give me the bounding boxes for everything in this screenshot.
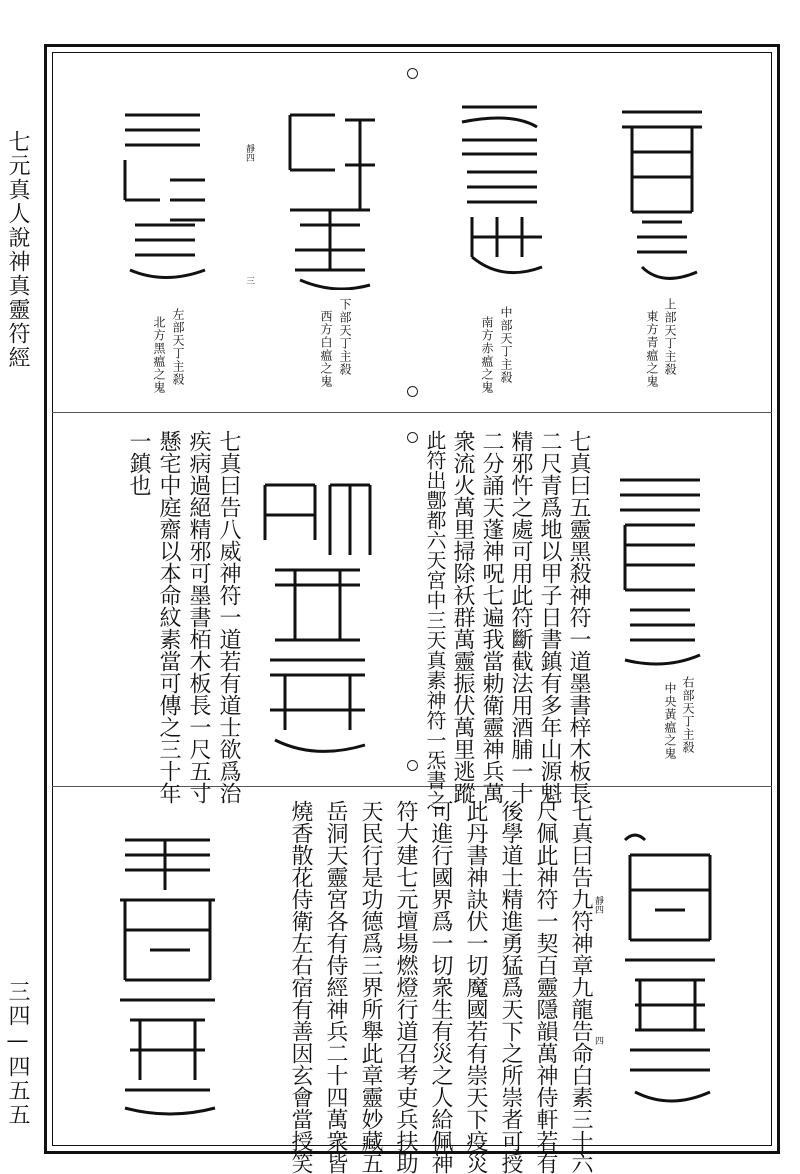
text-line: 一鎮也 [126,430,151,496]
binding-hole-mark [407,760,418,771]
text-block-five-spirits [420,430,591,810]
talisman-seal-west [280,100,380,290]
text-line: 精邪忤之處可用此符斷截法用酒脯一十 [508,430,533,804]
text-line: 七真曰五靈黑殺神符一道墨書梓木板長 [566,430,591,804]
folio-label: 靜四 [244,144,254,162]
text-line: 符大建七元壇場燃燈行道召考吏兵扶助 [393,800,418,1174]
folio-number: 三 [244,276,254,285]
text-line: 可進行國界爲一切衆生有災之人給佩神 [428,800,453,1174]
caption-line: 東方青瘟之鬼 [645,310,659,388]
text-line: 此符出鄷都六天宮中三天真素神符一炁書之 [423,430,447,810]
folio-label: 靜四 [593,896,603,914]
text-line: 後學道士精進勇猛爲天下之所崇者可授 [498,800,523,1174]
text-line: 二尺青爲地以甲子日書鎮有多年山源魁 [537,430,562,804]
text-block-eight-majesties [110,430,241,804]
caption-line: 南方赤瘟之鬼 [480,316,494,394]
talisman-seal-left [110,830,225,1120]
folio-number: 四 [593,1036,603,1045]
panel-divider-1 [52,412,772,413]
text-line: 衆流火萬里掃除袄群萬靈振伏萬里逃蹤 [450,430,475,804]
text-line: 此丹書神訣伏一切魔國若有崇天下疫災 [463,800,488,1174]
talisman-seal-center [610,470,710,670]
binding-hole-mark [407,68,418,79]
text-line: 岳洞天靈宮各有侍經神兵二十四萬衆皆 [323,800,348,1174]
talisman-seal-south [452,92,552,292]
caption-line: 下部天丁主殺 [338,298,352,376]
text-line: 二分誦天蓬神呪七遍我當勅衛靈神兵萬 [479,430,504,804]
text-line: 尺佩此神符一契百靈隱韻萬神侍軒若有 [533,800,558,1174]
caption-line: 中部天丁主殺 [499,306,513,384]
text-line: 懸宅中庭齋以本命紋素當可傳之三十年 [156,430,181,804]
caption-line: 北方黑瘟之鬼 [152,316,166,394]
binding-hole-mark [407,386,418,397]
talisman-seal-north [115,100,215,290]
caption-line: 中央黃瘟之鬼 [663,682,677,760]
talisman-seal-nine-dragons [615,830,720,1110]
margin-page-number: 三四—四五五 [5,980,30,1127]
text-line: 七真曰告九符神章九龍告命白素三十六 [568,800,593,1174]
talisman-seal-large [255,470,380,760]
text-line: 天民行是功德爲三界所舉此章靈妙藏五 [358,800,383,1174]
caption-line: 上部天丁主殺 [663,298,677,376]
text-line: 燒香散花侍衛左右宿有善因玄會當授笑 [288,800,313,1174]
talisman-seal-east [612,92,712,292]
caption-line: 西方白瘟之鬼 [319,310,333,388]
text-line: 七真曰告八威神符一道若有道士欲爲治 [216,430,241,804]
caption-line: 左部天丁主殺 [171,308,185,386]
margin-book-title: 七元真人說神真靈符經 [5,130,30,370]
binding-hole-mark [407,432,418,443]
caption-line: 右部天丁主殺 [681,676,695,754]
text-block-nine-talismans [272,800,593,1174]
text-line: 疾病過絕精邪可墨書栢木板長一尺五寸 [186,430,211,804]
